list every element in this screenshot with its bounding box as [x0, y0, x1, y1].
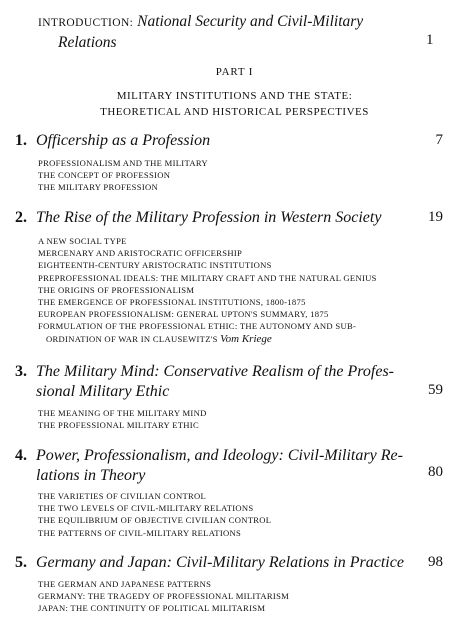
section-item: GERMANY: THE TRAGEDY OF PROFESSIONAL MILITARISM [38, 591, 290, 602]
chapter-number: 3. [15, 363, 27, 380]
section-item: PROFESSIONALISM AND THE MILITARY [38, 158, 208, 168]
chapter-title-line-2: lations in Theory [36, 467, 146, 484]
section-item: THE CONCEPT OF PROFESSION [38, 170, 171, 181]
chapter-number: 1. [15, 132, 27, 149]
chapter-1-sections [38, 157, 458, 194]
part-title-line-1: MILITARY INSTITUTIONS AND THE STATE: [116, 90, 353, 102]
chapter-2-sections [38, 235, 458, 345]
chapter-4-sections [38, 490, 458, 539]
introduction-label: INTRODUCTION: [38, 17, 134, 29]
chapter-2-heading [15, 208, 425, 228]
introduction-title-line-1: National Security and Civil-Military [137, 13, 364, 30]
section-item: EUROPEAN PROFESSIONALISM: GENERAL UPTON'S SUMMARY, 1875 [38, 309, 329, 320]
section-item: THE MILITARY PROFESSION [38, 182, 159, 193]
chapter-4-heading [15, 446, 410, 486]
introduction-page-number: 1 [426, 32, 434, 48]
chapter-3-sections [38, 407, 458, 431]
chapter-3-heading [15, 362, 410, 402]
part-label: PART I [215, 66, 254, 78]
section-item: THE PROFESSIONAL MILITARY ETHIC [38, 420, 199, 431]
chapter-number: 4. [15, 447, 27, 464]
section-item: THE TWO LEVELS OF CIVIL-MILITARY RELATIONS [38, 503, 254, 514]
chapter-3-page-number: 59 [428, 382, 443, 398]
chapter-4-page-number: 80 [428, 464, 443, 480]
chapter-2-page-number: 19 [428, 209, 443, 225]
section-item: THE MEANING OF THE MILITARY MIND [38, 408, 207, 418]
section-item: THE PATTERNS OF CIVIL-MILITARY RELATIONS [38, 527, 242, 538]
section-item: EIGHTEENTH-CENTURY ARISTOCRATIC INSTITUTIONS [38, 260, 272, 271]
section-item: FORMULATION OF THE PROFESSIONAL ETHIC: THE AUTONOMY AND SUB- [38, 321, 357, 332]
section-item: A NEW SOCIAL TYPE [38, 236, 127, 246]
chapter-title: The Rise of the Military Profession in Western Society [36, 209, 382, 226]
section-item: THE EQUILIBRIUM OF OBJECTIVE CIVILIAN CONTROL [38, 515, 272, 526]
section-item: JAPAN: THE CONTINUITY OF POLITICAL MILITARISM [38, 603, 266, 614]
chapter-number: 5. [15, 554, 27, 571]
section-item: THE VARIETIES OF CIVILIAN CONTROL [38, 491, 207, 501]
section-item: THE ORIGINS OF PROFESSIONALISM [38, 284, 195, 295]
chapter-title-line-2: sional Military Ethic [36, 383, 170, 400]
chapter-5-heading [15, 553, 425, 573]
chapter-number: 2. [15, 209, 27, 226]
section-item: THE GERMAN AND JAPANESE PATTERNS [38, 579, 212, 589]
book-title-vom-kriege: Vom Kriege [220, 332, 272, 345]
introduction-title-line-2: Relations [58, 34, 117, 51]
chapter-title-line-1: The Military Mind: Conservative Realism of the Profes- [36, 363, 395, 380]
section-item: THE EMERGENCE OF PROFESSIONAL INSTITUTIONS, 1800-1875 [38, 297, 306, 308]
section-item: PREPROFESSIONAL IDEALS: THE MILITARY CRAFT AND THE NATURAL GENIUS [38, 272, 377, 283]
section-item-continuation [38, 333, 458, 345]
part-title [0, 88, 469, 120]
chapter-5-sections [38, 578, 458, 615]
chapter-title: Germany and Japan: Civil-Military Relations in Practice [36, 554, 404, 571]
chapter-title: Officership as a Profession [36, 132, 211, 149]
introduction-entry [38, 12, 438, 53]
chapter-1-heading [15, 131, 410, 151]
section-continuation-text: ORDINATION OF WAR IN CLAUSEWITZ'S [46, 333, 218, 344]
chapter-5-page-number: 98 [428, 554, 443, 570]
chapter-title-line-1: Power, Professionalism, and Ideology: Civil-Military Re- [36, 447, 403, 464]
section-item: MERCENARY AND ARISTOCRATIC OFFICERSHIP [38, 248, 243, 259]
part-title-line-2: THEORETICAL AND HISTORICAL PERSPECTIVES [100, 106, 369, 118]
chapter-1-page-number: 7 [435, 132, 443, 148]
